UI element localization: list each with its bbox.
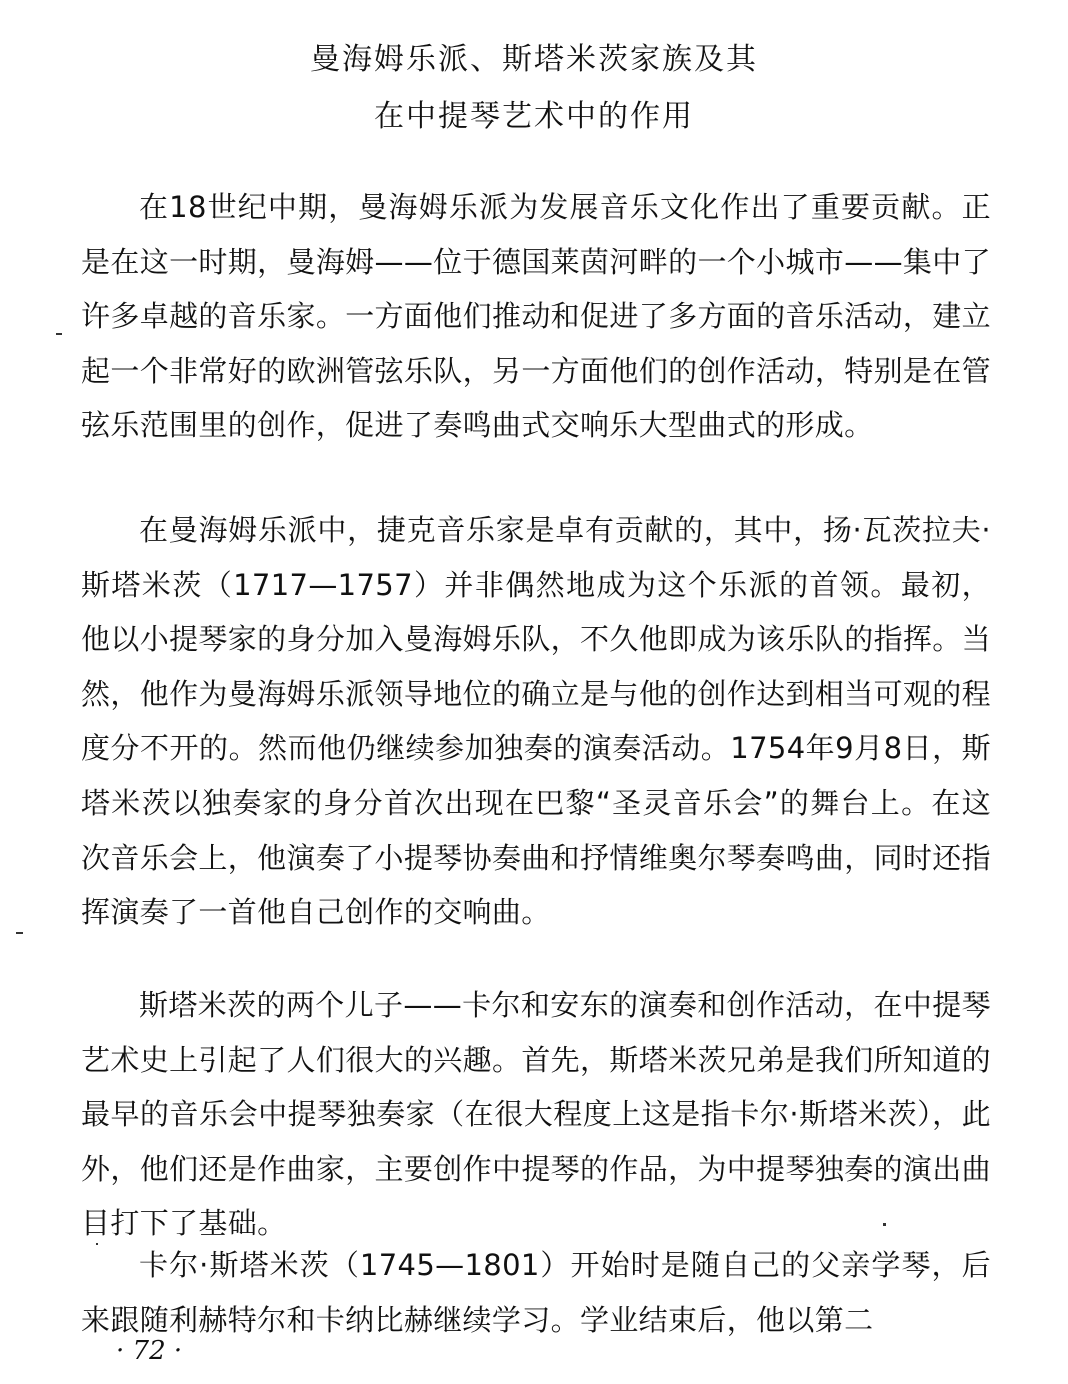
paragraph-1 <box>81 180 991 453</box>
scan-mark <box>96 1243 98 1245</box>
paragraph-2-text: 在曼海姆乐派中，捷克音乐家是卓有贡献的，其中，扬·瓦茨拉夫·斯塔米茨（1717—1757）并非偶然地成为这个乐派的首领。最初，他以小提琴家的身分加入曼海姆乐队，不久他即成为该乐队的指挥。当然，他作为曼海姆乐派领导地位的确立是与他的创作达到相当可观的程度分不开的。然而他仍继续参加独奏的演奏活动。1754年9月8日，斯塔米茨以独奏家的身分首次出现在巴黎“圣灵音乐会”的舞台上。在这次音乐会上，他演奏了小提琴协奏曲和抒情维奥尔琴奏鸣曲，同时还指挥演奏了一首他自己创作的交响曲。 <box>81 513 991 930</box>
paragraph-3 <box>81 978 991 1251</box>
scan-mark <box>56 333 62 335</box>
paragraph-2 <box>81 503 991 940</box>
chapter-title-line-2: 在中提琴艺术中的作用 <box>374 99 694 134</box>
scan-mark <box>883 1223 886 1226</box>
scan-mark <box>16 932 23 934</box>
paragraph-4-text: 卡尔·斯塔米茨（1745—1801）开始时是随自己的父亲学琴，后来跟随利赫特尔和卡纳比赫继续学习。学业结束后，他以第二 <box>81 1248 991 1337</box>
paragraph-3-text: 斯塔米茨的两个儿子——卡尔和安东的演奏和创作活动，在中提琴艺术史上引起了人们很大的兴趣。首先，斯塔米茨兄弟是我们所知道的最早的音乐会中提琴独奏家（在很大程度上这是指卡尔·斯塔米茨），此外，他们还是作曲家，主要创作中提琴的作品，为中提琴独奏的演出曲目打下了基础。 <box>81 988 991 1241</box>
chapter-title-line-1: 曼海姆乐派、斯塔米茨家族及其 <box>310 42 758 77</box>
paragraph-1-text: 在18世纪中期，曼海姆乐派为发展音乐文化作出了重要贡献。正是在这一时期，曼海姆——位于德国莱茵河畔的一个小城市——集中了许多卓越的音乐家。一方面他们推动和促进了多方面的音乐活动，建立起一个非常好的欧洲管弦乐队，另一方面他们的创作活动，特别是在管弦乐范围里的创作，促进了奏鸣曲式交响乐大型曲式的形成。 <box>81 190 991 443</box>
paragraph-4 <box>81 1238 991 1347</box>
page-number: · 72 · <box>116 1336 183 1366</box>
